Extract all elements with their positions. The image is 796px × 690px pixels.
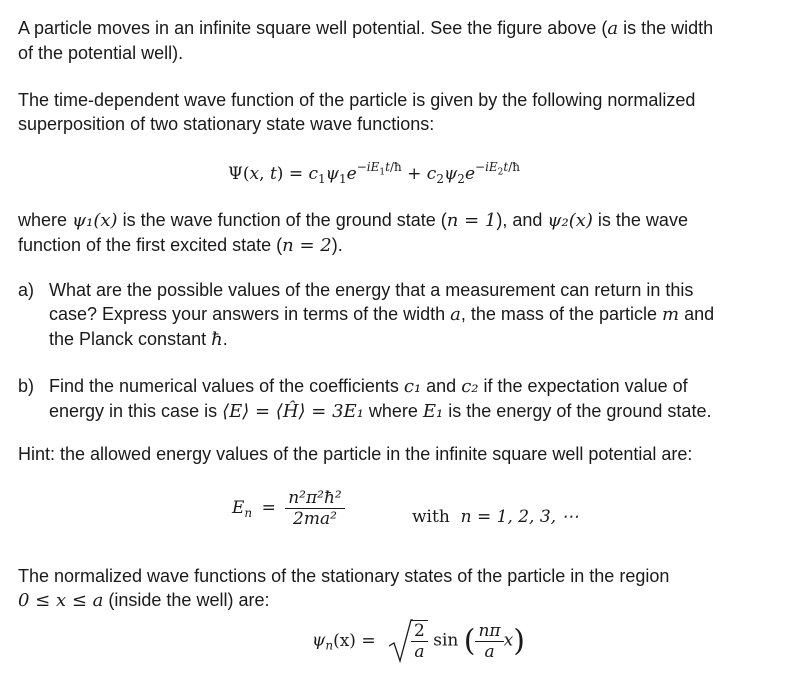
energy-numerator: n²π²ħ²: [288, 488, 342, 508]
intro-line1: A particle moves in an infinite square well potential. See the figure above (: [18, 18, 608, 38]
question-b-label: b): [18, 376, 35, 396]
sin-argument: $\frac{n\pi}{a}$: [475, 621, 503, 662]
question-b-body: Find the numerical values of the coefficients c₁ and c₂ if the expectation value of energy in this case is ⟨E⟩ = ⟨Ĥ⟩ = 3E₁ where E₁ is the energy of the ground state.: [49, 376, 712, 422]
expectation-value: ⟨E⟩ = ⟨Ĥ⟩ = 3E₁: [222, 401, 364, 422]
well-range: 0 ≤ x ≤ a: [18, 590, 104, 611]
hbar-symbol: ħ: [211, 329, 223, 350]
psi1-symbol: ψ₁(x): [72, 210, 118, 231]
question-a-body: What are the possible values of the energy that a measurement can return in this case? Express your answers in terms of the width a, the mass of the particle m and the Planck constant ħ.: [49, 280, 715, 350]
superposition-line1: The time-dependent wave function of the particle is given by the following normalized: [18, 90, 696, 110]
psi-n-equation: $\psi_n(x)$ = $\frac{2}{a}$ sin ( $\frac{n\pi}{a}$ x): [312, 618, 525, 664]
where-paragraph: where ψ₁(x) is the wave function of the ground state (n = 1), and ψ₂(x) is the wave function of the first excited state (n = 2).: [18, 210, 688, 256]
m-symbol: m: [662, 304, 680, 325]
energy-denominator: 2ma²: [285, 508, 345, 529]
superposition-line2: superposition of two stationary state wave functions:: [18, 114, 435, 134]
psi2-symbol: ψ₂(x): [547, 210, 593, 231]
intro-line1-end: is the width: [618, 18, 714, 38]
a-symbol: a: [607, 18, 619, 39]
n2-symbol: n = 2: [282, 235, 332, 256]
intro-paragraph: [18, 16, 713, 65]
n1-symbol: n = 1: [446, 210, 497, 231]
hint-paragraph: Hint: the allowed energy values of the particle in the infinite square well potential are:: [18, 444, 693, 464]
c2-symbol: c₂: [461, 376, 479, 397]
wavefunction-equation: Ψ(x, $t) = c_1\psi_1e^{-iE_1t/ħ} + c_2\psi_2e^{-iE_2t/ħ}$: [228, 160, 521, 186]
normalized-paragraph: The normalized wave functions of the stationary states of the particle in the region 0 ≤ x ≤ a (inside the well) are:: [18, 566, 670, 611]
e1-symbol: E₁: [422, 401, 444, 422]
intro-line2: of the potential well).: [18, 43, 184, 63]
superposition-paragraph: [18, 88, 695, 136]
energy-equation: $E_n$ = $\frac{\text{n²π²ħ²}}{\text{2ma²}}$: [232, 488, 345, 529]
c1-symbol: c₁: [403, 376, 422, 397]
question-a-label: a): [18, 280, 35, 300]
energy-fraction: [285, 488, 345, 529]
sqrt-sign-icon: [387, 618, 413, 664]
energy-range: with n = 1, 2, 3, ⋯: [412, 507, 579, 527]
sqrt-expression: $\frac{2}{a}$: [387, 618, 428, 664]
